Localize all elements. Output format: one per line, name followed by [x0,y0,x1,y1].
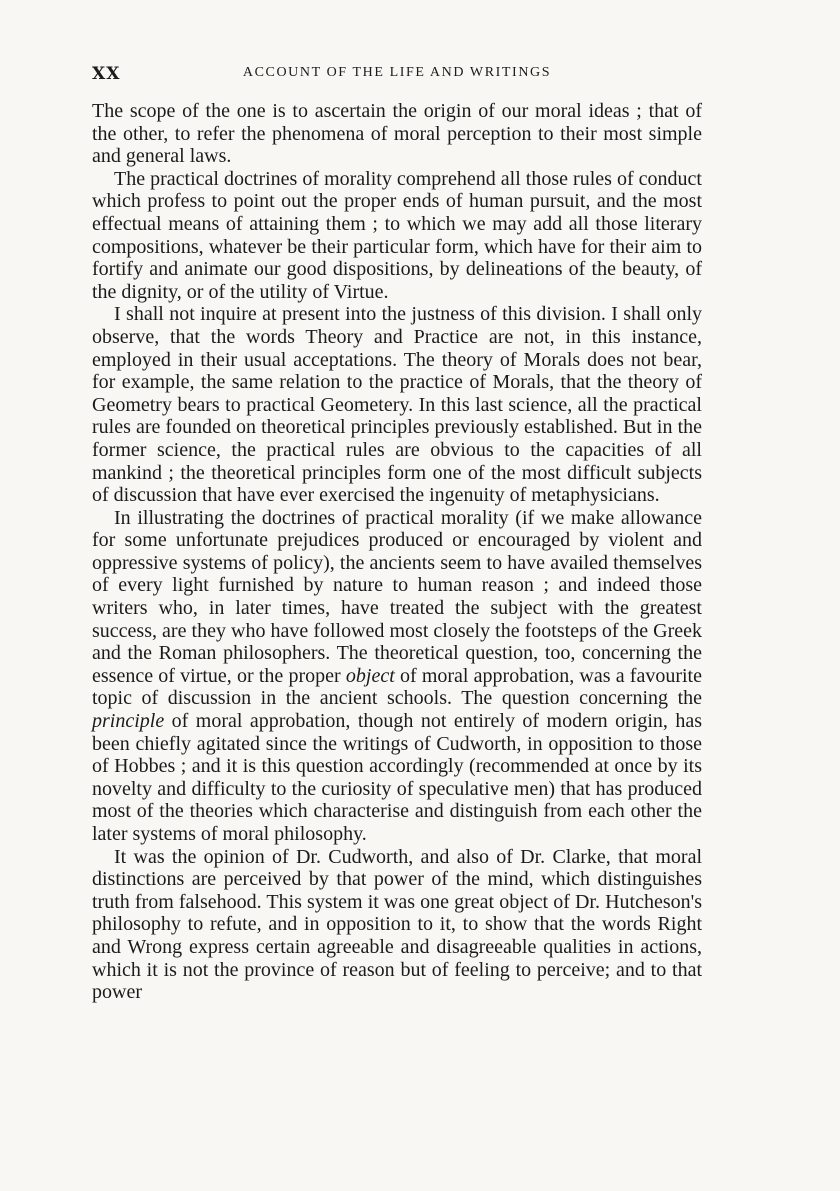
page-number: XX [92,64,121,84]
paragraph-text: of moral approbation, though not entirely of modern origin, has been chiefly agitated since the writings of Cudworth, in opposition to those of Hobbes ; and it is this question accordingly (recommended at once by its novelty and difficulty to the curiosity of speculative men) that has produced most of the theories which characterise and distinguish from each other the later systems of moral philosophy. [92,710,702,845]
italic-text: principle [92,710,165,733]
paragraph-text: In illustrating the doctrines of practical morality (if we make allowance for some unfortunate prejudices produced or encouraged by violent and oppressive systems of policy), the ancients seem to have availed themselves of every light furnished by nature to human reason ; and indeed those writers who, in later times, have treated the subject with the greatest success, are they who have followed most closely the footsteps of the Greek and the Roman philosophers. The theoretical question, too, concerning the essence of virtue, or the proper [92,506,702,687]
paragraph [92,846,702,1004]
paragraph-text: I shall not inquire at present into the justness of this division. I shall only observe, that the words Theory and Practice are not, in this instance, employed in their usual acceptations. The theory of Morals does not bear, for example, the same relation to the practice of Morals, that the theory of Geometry bears to practical Geometery. In this last science, all the practical rules are founded on theoretical principles previously established. But in the former science, the practical rules are obvious to the capacities of all mankind ; the theoretical principles form one of the most difficult subjects of discussion that have ever exercised the ingenuity of metaphysicians. [92,303,702,507]
paragraph-text: The scope of the one is to ascertain the origin of our moral ideas ; that of the other, to refer the phenomena of moral perception to their most simple and general laws. [92,100,702,168]
paragraph-text: It was the opinion of Dr. Cudworth, and also of Dr. Clarke, that moral distinctions are perceived by that power of the mind, which distinguishes truth from falsehood. This system it was one great object of Dr. Hutcheson's philosophy to refute, and in opposition to it, to show that the words Right and Wrong express certain agreeable and disagreeable qualities in actions, which it is not the province of reason but of feeling to perceive; and to that power [92,845,702,1004]
paragraph-text: of moral approbation, was a favourite topic of discussion in the ancient schools. The question concerning the [92,664,702,710]
body-text [92,100,702,1004]
paragraph-text: The practical doctrines of morality comprehend all those rules of conduct which profess to point out the proper ends of human pursuit, and the most effectual means of attaining them ; to which we may add all those literary compositions, whatever be their particular form, which have for their aim to fortify and animate our good dispositions, by delineations of the beauty, of the dignity, or of the utility of Virtue. [92,167,702,303]
paragraph [92,168,702,304]
running-head: ACCOUNT OF THE LIFE AND WRITINGS [242,65,552,80]
italic-text: object [345,664,395,687]
paragraph [92,303,702,506]
paragraph [92,100,702,168]
paragraph [92,507,702,846]
page-header [92,64,702,86]
